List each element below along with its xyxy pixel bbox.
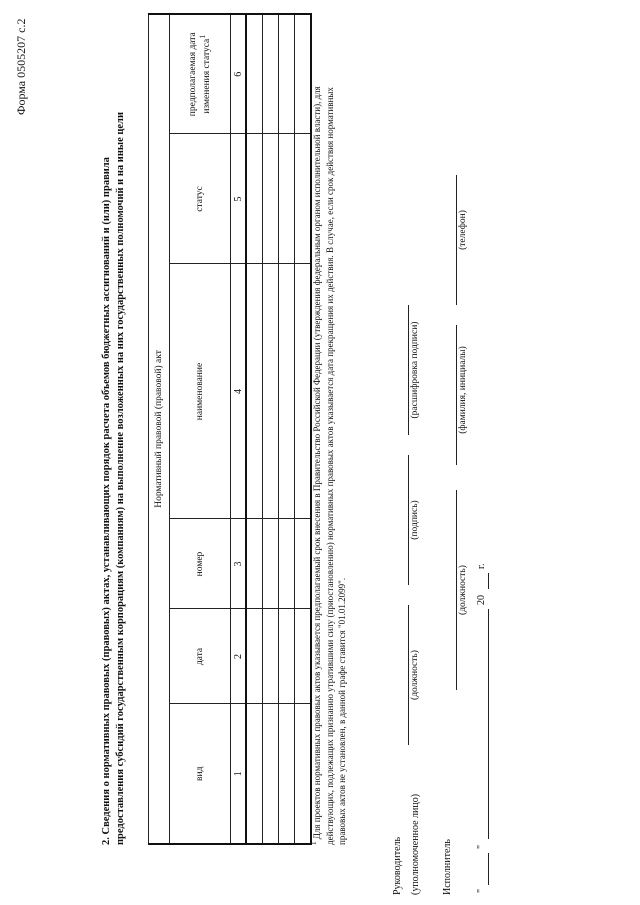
column-number: 4 <box>231 264 247 519</box>
column-header-row <box>170 14 231 844</box>
table-cell <box>279 704 295 844</box>
table-cell <box>246 14 263 134</box>
table-cell <box>279 134 295 264</box>
form-number: Форма 0505207 с.2 <box>14 18 28 115</box>
executor-label: Исполнитель <box>442 839 453 895</box>
column-header: статус <box>170 134 231 264</box>
table-cell <box>279 609 295 704</box>
column-number: 3 <box>231 519 247 609</box>
date-month-line <box>488 609 489 839</box>
column-number: 1 <box>231 704 247 844</box>
head-label: Руководитель <box>392 836 403 895</box>
column-header: наименование <box>170 264 231 519</box>
column-header-status-date <box>170 14 231 134</box>
date-day-line <box>488 853 489 885</box>
executor-phone-caption: (телефон) <box>458 210 468 250</box>
column-number: 6 <box>231 14 247 134</box>
column-number-row <box>231 14 247 844</box>
table-cell <box>246 264 263 519</box>
head-position-line <box>408 605 409 745</box>
table-cell <box>279 264 295 519</box>
date-quote-open: " <box>476 888 487 893</box>
table-cell <box>246 519 263 609</box>
executor-position-caption: (должность) <box>458 565 468 615</box>
column-header: дата <box>170 609 231 704</box>
table-cell <box>263 134 279 264</box>
section-title: 2. Сведения о нормативных правовых (правовых) актах, устанавливающих порядок расчета объемов бюджетных ассигнований и (или) правила предоставления субсидий государственным корпорациям (компаниям) на выполнение возложенных на них государственных полномочий и на иные цели <box>101 111 126 845</box>
column-header-text: предполагаемая дата изменения статуса <box>187 32 213 117</box>
head-position-caption: (должность) <box>410 650 420 700</box>
table-cell <box>279 519 295 609</box>
date-year-prefix: 20 <box>476 595 487 605</box>
table-cell <box>263 519 279 609</box>
head-signature-line <box>408 455 409 585</box>
head-sublabel: (уполномоченное лицо) <box>410 793 421 895</box>
footnote-mark: 1 <box>310 841 318 845</box>
column-header: номер <box>170 519 231 609</box>
date-year-suffix: г. <box>476 563 487 569</box>
table-row <box>246 14 263 844</box>
executor-name-line <box>456 325 457 465</box>
table-cell <box>263 704 279 844</box>
footnote-ref: 1 <box>197 34 207 39</box>
table-cell <box>263 14 279 134</box>
table-row <box>279 14 295 844</box>
table-cell <box>246 704 263 844</box>
footnote-text: Для проектов нормативных правовых актов указывается предполагаемый срок внесения в Правительство Российской Федерации (утверждения федеральным органом исполнительной власти), для действующих, подлежащих признанию утратившими силу (приостановлению) нормативных правовых актов указывается дата прекращения их действия. В случае, если срок действия нормативных правовых актов не установлен, в данной графе ставится "01.01.2099". <box>312 86 347 845</box>
group-header: Нормативный правовой (правовой) акт <box>149 14 170 844</box>
executor-position-line <box>456 490 457 690</box>
column-header: вид <box>170 704 231 844</box>
head-decoding-caption: (расшифровка подписи) <box>410 321 420 419</box>
table-cell <box>246 134 263 264</box>
normative-acts-table <box>148 13 312 845</box>
column-number: 5 <box>231 134 247 264</box>
executor-name-caption: (фамилия, инициалы) <box>458 346 468 434</box>
footnote <box>308 65 349 845</box>
date-year-line <box>488 573 489 589</box>
table-cell <box>263 609 279 704</box>
table-cell <box>263 264 279 519</box>
executor-phone-line <box>456 175 457 305</box>
head-signature-caption: (подпись) <box>410 500 420 540</box>
date-quote-close: " <box>476 844 487 849</box>
table-cell <box>279 14 295 134</box>
head-decoding-line <box>408 305 409 435</box>
table-cell <box>246 609 263 704</box>
column-number: 2 <box>231 609 247 704</box>
table-row <box>263 14 279 844</box>
